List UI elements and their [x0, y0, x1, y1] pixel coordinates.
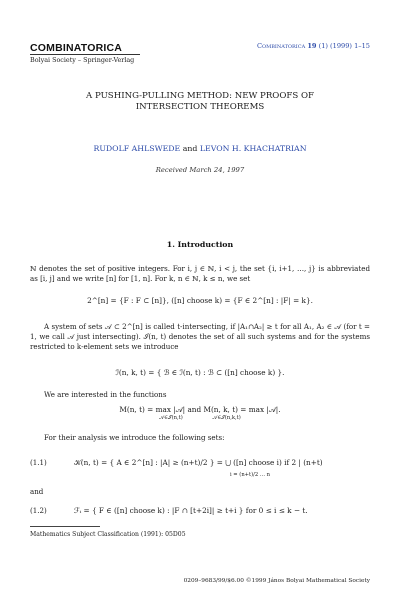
- paper-title-line-1: A PUSHING-PULLING METHOD: NEW PROOFS OF: [86, 91, 314, 101]
- intro-paragraph-4: For their analysis we introduce the following sets:: [44, 433, 225, 442]
- equation-max-functions: M(n, t) = max |𝒜| and M(n, k, t) = max |𝒜|.: [119, 405, 281, 414]
- author-1: RUDOLF AHLSWEDE: [93, 144, 181, 153]
- intro-paragraph-3: We are interested in the functions: [44, 390, 167, 399]
- max-subscript-1: 𝒜∈ℐ(n,t): [159, 415, 183, 421]
- equation-1-2-label: (1.2): [30, 506, 47, 515]
- equation-max-subscripts: [30, 415, 370, 422]
- equation-1-1: 𝒦(n, t) = { A ∈ 2^[n] : |A| ≥ (n+t)/2 } = ⋃ ([n] choose i) if 2 | (n+t): [74, 458, 323, 467]
- equation-1-2: ℱᵢ = { F ∈ ([n] choose k) : |F ∩ [t+2i]| ≥ t+i } for 0 ≤ i ≤ k − t.: [74, 506, 308, 515]
- footnote-rule: [30, 526, 100, 527]
- journal-name: Combinatorica: [256, 42, 306, 50]
- author-2: LEVON H. KHACHATRIAN: [199, 144, 307, 153]
- intro-paragraph-1: ℕ denotes the set of positive integers. For i, j ∈ ℕ, i < j, the set {i, i+1, …, j} is abbreviated as [i, j] and we write [n] for [1, n]. For k, n ∈ ℕ, k ≤ n, we set: [30, 264, 370, 284]
- publisher-line: Bolyai Society – Springer-Verlag: [30, 56, 135, 64]
- journal-logo: COMBINATORICA: [30, 42, 123, 54]
- equation-powerset: 2^[n] = {F : F ⊂ [n]}, ([n] choose k) = {F ∈ 2^[n] : |F| = k}.: [87, 296, 313, 305]
- journal-pages: 1–15: [354, 42, 370, 50]
- intro-paragraph-2: A system of sets 𝒜 ⊂ 2^[n] is called t-intersecting, if |A₁∩A₂| ≥ t for all A₁, A₂ ∈ 𝒜 (for t = 1, we call 𝒜 just intersecting). ℐ(n, t) denotes the set of all such systems and for the systems restricted to k-element sets we introduce: [30, 322, 370, 352]
- section-heading: 1. Introduction: [166, 240, 234, 249]
- paper-authors: [30, 144, 370, 153]
- max-subscript-2: 𝒜∈ℐ(n,k,t): [212, 415, 241, 421]
- equation-1-1-label: (1.1): [30, 458, 47, 467]
- footnote-msc: Mathematics Subject Classification (1991): 05D05: [30, 531, 186, 538]
- journal-citation: [257, 42, 370, 50]
- author-and: and: [182, 144, 198, 153]
- copyright-line: 0209–9683/99/$6.00 ©1999 János Bolyai Mathematical Society: [183, 578, 370, 584]
- paper-title: [30, 91, 370, 113]
- journal-volume: 19: [307, 42, 317, 50]
- logo-rule: [30, 54, 140, 55]
- equation-intersecting-family: ℐ(n, k, t) = { ℬ ∈ ℐ(n, t) : ℬ ⊂ ([n] choose k) }.: [115, 368, 285, 377]
- equation-1-1-union-range: i = (n+t)/2 … n: [230, 472, 270, 478]
- received-date: Received March 24, 1997: [155, 166, 245, 174]
- and-word: and: [30, 487, 44, 496]
- paper-title-line-2: INTERSECTION THEOREMS: [135, 102, 265, 112]
- journal-issue-year: (1) (1999): [318, 42, 352, 50]
